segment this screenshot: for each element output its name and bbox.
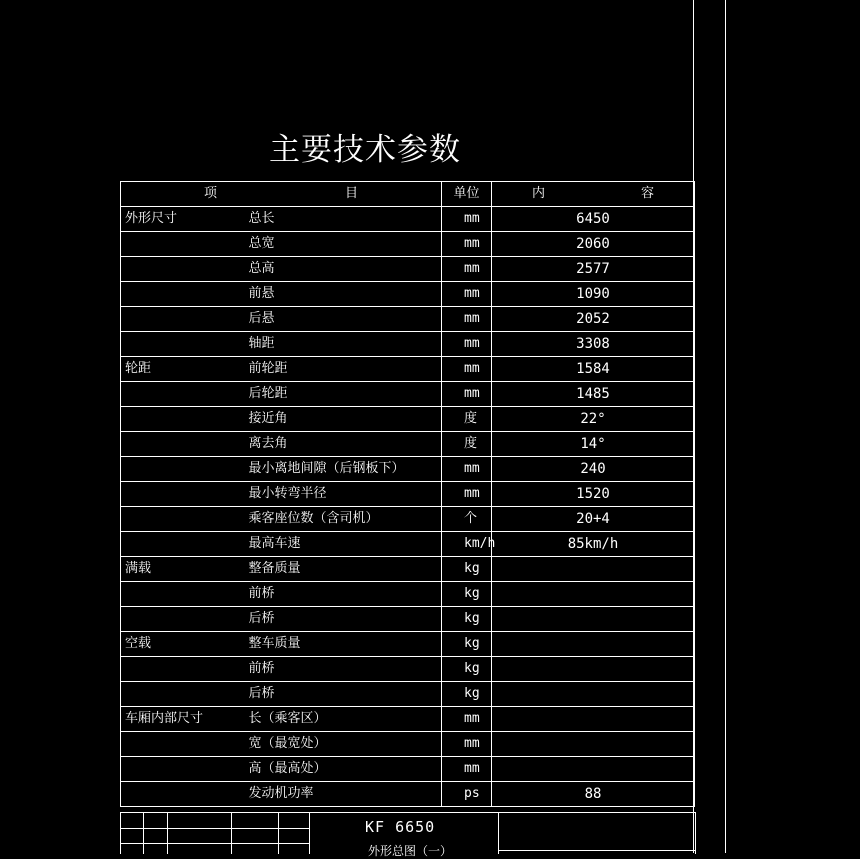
- title-block-rule: [121, 843, 309, 844]
- table-row: [121, 207, 695, 232]
- table-row: [121, 332, 695, 357]
- row-unit: kg: [442, 657, 492, 682]
- row-item: 最高车速: [241, 532, 442, 557]
- table-row: [121, 707, 695, 732]
- table-header-row: [121, 182, 695, 207]
- row-group: [121, 607, 241, 632]
- row-group: [121, 582, 241, 607]
- row-unit: 度: [442, 407, 492, 432]
- row-group: 满载: [121, 557, 241, 582]
- row-value: 1520: [492, 482, 695, 507]
- row-unit: kg: [442, 582, 492, 607]
- row-item: 总长: [241, 207, 442, 232]
- header-item-a: 项: [203, 186, 217, 201]
- row-unit: 度: [442, 432, 492, 457]
- row-unit: mm: [442, 482, 492, 507]
- row-unit: mm: [442, 232, 492, 257]
- row-item: 后桥: [241, 682, 442, 707]
- header-content: [492, 182, 695, 207]
- row-value: [492, 732, 695, 757]
- row-item: 后悬: [241, 307, 442, 332]
- title-block-divider: [167, 813, 168, 854]
- row-value: 2052: [492, 307, 695, 332]
- table-row: [121, 532, 695, 557]
- table-row: [121, 657, 695, 682]
- row-value: 14°: [492, 432, 695, 457]
- table-row: [121, 307, 695, 332]
- row-value: [492, 632, 695, 657]
- row-group: 轮距: [121, 357, 241, 382]
- row-value: [492, 707, 695, 732]
- row-group: [121, 507, 241, 532]
- row-unit: mm: [442, 282, 492, 307]
- row-unit: ps: [442, 782, 492, 807]
- row-item: 轴距: [241, 332, 442, 357]
- row-group: [121, 257, 241, 282]
- row-value: 85km/h: [492, 532, 695, 557]
- row-value: 20+4: [492, 507, 695, 532]
- row-value: 1485: [492, 382, 695, 407]
- header-content-a: 内: [531, 186, 545, 201]
- model-code: KF 6650: [365, 818, 436, 836]
- page-title: 主要技术参数: [269, 132, 461, 168]
- row-group: 车厢内部尺寸: [121, 707, 241, 732]
- row-item: 后桥: [241, 607, 442, 632]
- row-value: 22°: [492, 407, 695, 432]
- row-item: 最小转弯半径: [241, 482, 442, 507]
- row-group: [121, 732, 241, 757]
- title-block-rule: [498, 850, 695, 851]
- row-group: [121, 782, 241, 807]
- title-block-divider: [498, 813, 499, 854]
- row-group: [121, 757, 241, 782]
- row-value: 2060: [492, 232, 695, 257]
- row-unit: mm: [442, 307, 492, 332]
- row-value: 1584: [492, 357, 695, 382]
- row-unit: kg: [442, 682, 492, 707]
- table-row: [121, 357, 695, 382]
- row-group: [121, 432, 241, 457]
- row-value: 2577: [492, 257, 695, 282]
- table-row: [121, 582, 695, 607]
- row-value: 1090: [492, 282, 695, 307]
- row-item: 接近角: [241, 407, 442, 432]
- row-value: 240: [492, 457, 695, 482]
- row-unit: mm: [442, 382, 492, 407]
- spec-table: [120, 181, 695, 807]
- row-item: 整车质量: [241, 632, 442, 657]
- row-item: 前桥: [241, 657, 442, 682]
- row-item: 前桥: [241, 582, 442, 607]
- row-value: [492, 682, 695, 707]
- row-item: 前轮距: [241, 357, 442, 382]
- header-item: [121, 182, 442, 207]
- row-unit: kg: [442, 632, 492, 657]
- row-unit: mm: [442, 707, 492, 732]
- row-value: [492, 557, 695, 582]
- row-value: 6450: [492, 207, 695, 232]
- row-group: [121, 282, 241, 307]
- title-block-rule: [121, 828, 309, 829]
- header-unit: 单位: [442, 182, 492, 207]
- table-row: [121, 232, 695, 257]
- table-row: [121, 432, 695, 457]
- row-item: 最小离地间隙（后钢板下）: [241, 457, 442, 482]
- row-item: 后轮距: [241, 382, 442, 407]
- row-group: 空载: [121, 632, 241, 657]
- row-unit: mm: [442, 207, 492, 232]
- row-item: 乘客座位数（含司机）: [241, 507, 442, 532]
- header-item-b: 目: [345, 186, 359, 201]
- row-value: [492, 657, 695, 682]
- row-unit: mm: [442, 757, 492, 782]
- row-item: 发动机功率: [241, 782, 442, 807]
- header-content-b: 容: [641, 186, 655, 201]
- row-unit: km/h: [442, 532, 492, 557]
- table-row: [121, 257, 695, 282]
- row-group: [121, 682, 241, 707]
- row-item: 长（乘客区）: [241, 707, 442, 732]
- row-unit: mm: [442, 457, 492, 482]
- row-unit: mm: [442, 357, 492, 382]
- row-value: [492, 607, 695, 632]
- row-value: 3308: [492, 332, 695, 357]
- table-row: [121, 382, 695, 407]
- row-unit: kg: [442, 607, 492, 632]
- table-row: [121, 632, 695, 657]
- row-group: [121, 657, 241, 682]
- row-group: [121, 332, 241, 357]
- table-row: [121, 782, 695, 807]
- table-row: [121, 407, 695, 432]
- row-item: 宽（最宽处）: [241, 732, 442, 757]
- row-group: [121, 232, 241, 257]
- table-row: [121, 457, 695, 482]
- table-row: [121, 732, 695, 757]
- row-value: [492, 757, 695, 782]
- border-line-outer: [725, 0, 726, 853]
- title-block-divider: [143, 813, 144, 854]
- row-item: 总宽: [241, 232, 442, 257]
- title-block-divider: [278, 813, 279, 854]
- row-unit: 个: [442, 507, 492, 532]
- row-group: [121, 407, 241, 432]
- row-item: 整备质量: [241, 557, 442, 582]
- table-row: [121, 557, 695, 582]
- table-row: [121, 507, 695, 532]
- row-item: 高（最高处）: [241, 757, 442, 782]
- row-item: 前悬: [241, 282, 442, 307]
- table-row: [121, 482, 695, 507]
- row-group: 外形尺寸: [121, 207, 241, 232]
- table-row: [121, 607, 695, 632]
- row-group: [121, 532, 241, 557]
- row-group: [121, 382, 241, 407]
- table-row: [121, 757, 695, 782]
- row-item: 离去角: [241, 432, 442, 457]
- row-value: [492, 582, 695, 607]
- row-unit: mm: [442, 332, 492, 357]
- row-unit: mm: [442, 732, 492, 757]
- row-value: 88: [492, 782, 695, 807]
- title-block-divider: [231, 813, 232, 854]
- row-unit: kg: [442, 557, 492, 582]
- row-group: [121, 457, 241, 482]
- title-block-divider: [309, 813, 310, 854]
- row-group: [121, 307, 241, 332]
- table-row: [121, 282, 695, 307]
- table-row: [121, 682, 695, 707]
- row-unit: mm: [442, 257, 492, 282]
- row-item: 总高: [241, 257, 442, 282]
- row-group: [121, 482, 241, 507]
- drawing-name: 外形总图（一）: [368, 844, 453, 858]
